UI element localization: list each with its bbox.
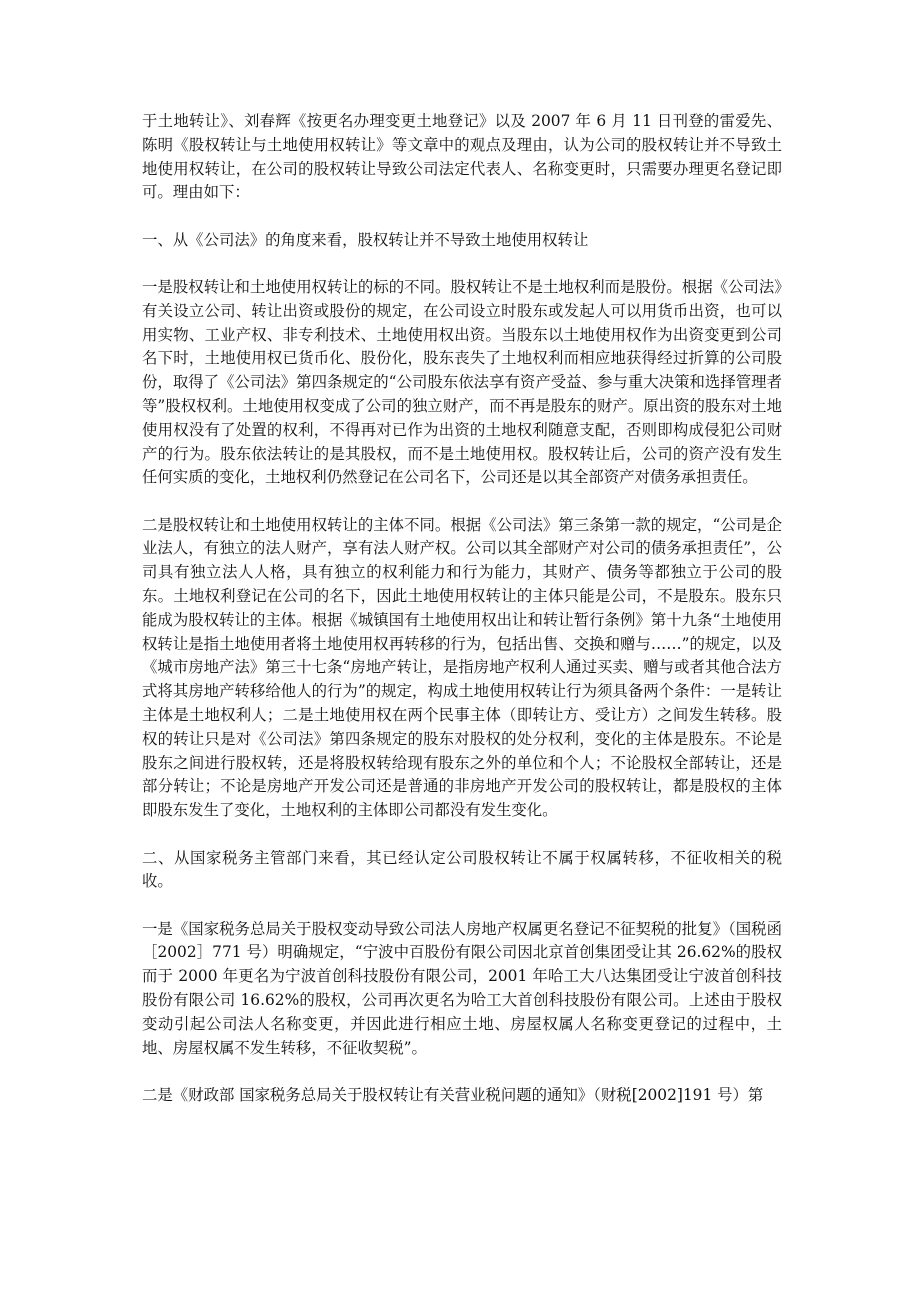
paragraph-subject-matter: 一是股权转让和土地使用权转让的标的不同。股权转让不是土地权利而是股份。根据《公司法》有关设立公司、转让出资或股份的规定，在公司设立时股东或发起人可以用货币出资，也可以用实物、工业产权、非专利技术、土地使用权出资。当股东以土地使用权作为出资变更到公司名下时，土地使用权已货币化、股份化，股东丧失了土地权利而相应地获得经过折算的公司股份，取得了《公司法》第四条规定的“公司股东依法享有资产受益、参与重大决策和选择管理者等”股权权利。土地使用权变成了公司的独立财产，而不再是股东的财产。原出资的股东对土地使用权没有了处置的权利，不得再对已作为出资的土地权利随意支配，否则即构成侵犯公司财产的行为。股东依法转让的是其股权，而不是土地使用权。股权转让后，公司的资产没有发生任何实质的变化，土地权利仍然登记在公司名下，公司还是以其全部资产对债务承担责任。 [142, 277, 782, 487]
paragraph-intro: 于土地转让》、刘春辉《按更名办理变更土地登记》以及 2007 年 6 月 11 日刊登的雷爱先、陈明《股权转让与土地使用权转让》等文章中的观点及理由，认为公司的股权转让并不导致土地使用权转让，在公司的股权转让导致公司法定代表人、名称变更时，只需要办理更名登记即可。理由如下： [142, 112, 782, 202]
paragraph-parties: 二是股权转让和土地使用权转让的主体不同。根据《公司法》第三条第一款的规定，“公司是企业法人，有独立的法人财产，享有法人财产权。公司以其全部财产对公司的债务承担责任”，公司具有独立法人人格，具有独立的权利能力和行为能力，其财产、债务等都独立于公司的股东。土地权利登记在公司的名下，因此土地使用权转让的主体只能是公司，不是股东。股东只能成为股权转让的主体。根据《城镇国有土地使用权出让和转让暂行条例》第十九条“土地使用权转让是指土地使用者将土地使用权再转移的行为，包括出售、交换和赠与……”的规定，以及《城市房地产法》第三十七条“房地产转让，是指房地产权利人通过买卖、赠与或者其他合法方式将其房地产转移给他人的行为”的规定，构成土地使用权转让行为须具备两个条件：一是转让主体是土地权利人；二是土地使用权在两个民事主体（即转让方、受让方）之间发生转移。股权的转让只是对《公司法》第四条规定的股东对股权的处分权利，变化的主体是股东。不论是股东之间进行股权转，还是将股权转给现有股东之外的单位和个人；不论股权全部转让，还是部分转让；不论是房地产开发公司还是普通的非房地产开发公司的股权转让，都是股权的主体即股东发生了变化，土地权利的主体即公司都没有发生变化。 [142, 515, 782, 820]
paragraph-business-tax-notice: 二是《财政部 国家税务总局关于股权转让有关营业税问题的通知》（财税[2002]191 号）第 [142, 1085, 764, 1104]
heading-tax-authority: 二、从国家税务主管部门来看，其已经认定公司股权转让不属于权属转移，不征收相关的税收。 [142, 848, 782, 891]
paragraph-deed-tax-reply: 一是《国家税务总局关于股权变动导致公司法人房地产权属更名登记不征契税的批复》（国税函［2002］771 号）明确规定，“宁波中百股份有限公司因北京首创集团受让其 26.62%的股权而于 2000 年更名为宁波首创科技股份有限公司，2001 年哈工大八达集团受让宁波首创科技股份有限公司 16.62%的股权，公司再次更名为哈工大首创科技股份有限公司。上述由于股权变动引起公司法人名称变更，并因此进行相应土地、房屋权属人名称变更登记的过程中，土地、房屋权属不发生转移，不征收契税”。 [142, 919, 782, 1057]
document-body [142, 110, 782, 1108]
heading-company-law: 一、从《公司法》的角度来看，股权转让并不导致土地使用权转让 [142, 230, 589, 249]
